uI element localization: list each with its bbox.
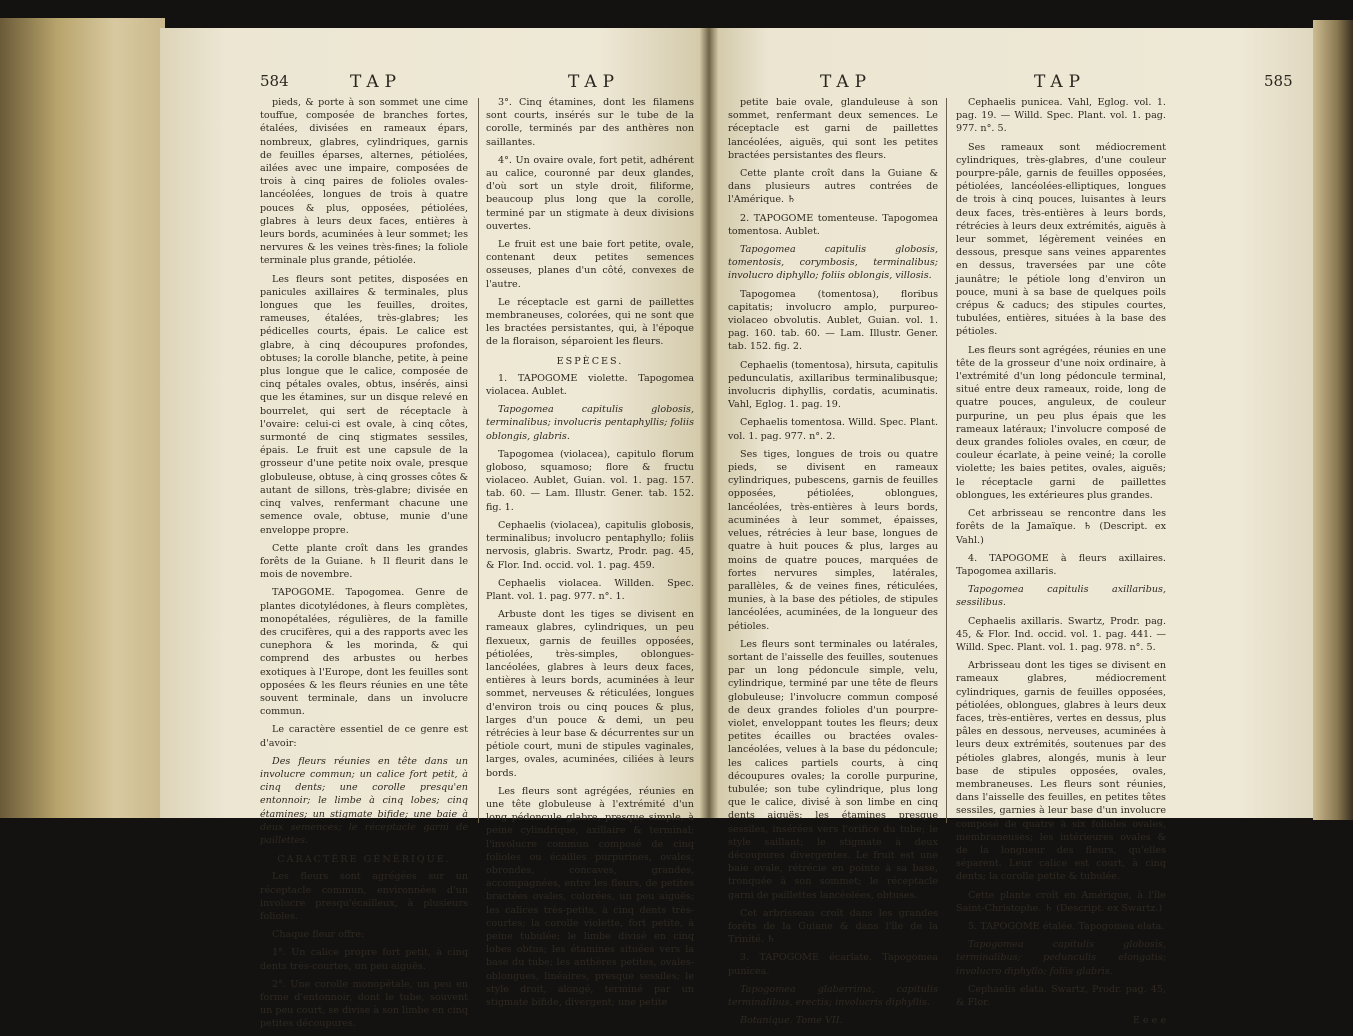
paragraph: 5. TAPOGOME étalée. Tapogomea elata. <box>968 920 1165 932</box>
paragraph: Cette plante croît dans la Guiane & dans plusieurs autres contrées de l'Amérique. ♄ <box>728 168 938 206</box>
paragraph: Tapogomea glaberrima, capitulis terminalibus, erectis; involucris diphyllis. <box>728 983 938 1008</box>
paragraph: Cette plante croît dans les grandes forêts de la Guiane. ♄ Il fleurit dans le mois de novembre. <box>260 542 468 581</box>
paragraph: Les fleurs sont agrégées, réunies en une tête globuleuse à l'extrémité d'un long pédoncule glabre, presque simple, à peine cylindrique, axillaire & terminal; l'involucre commun composé de cinq folioles ou écailles purpurines, ovales, obrondes, concaves, grandes, accompagnées, entre les fleurs, de petites bractées ovales, colorées, un peu aiguës; les calices très-petits, à cinq dents très-courtes; la corolle violette, fort petite, à peine tubulée; le limbe divisé en cinq lobes obtus; les étamines situées vers la base du tube; les anthères petites, ovales-oblongues, linéaires, presque sessiles; le style droit, alongé, terminé par un stigmate bifide, divergent; une petite <box>486 785 694 1008</box>
paragraph: Des fleurs réunies en tête dans un involucre commun; un calice fort petit, à cinq dents; une corolle presqu'en entonnoir; le limbe à cinq lobes; cinq étamines; un stigmate bifide; une baie à deux semences; le réceptacle garni de paillettes. <box>260 755 468 846</box>
paragraph: Tapogomea capitulis globosis, terminalibus; involucris pentaphyllis; foliis oblongis, glabris. <box>486 404 694 442</box>
paragraph: 4°. Un ovaire ovale, fort petit, adhérent au calice, couronné par deux glandes, d'où sort un style droit, filiforme, beaucoup plus long que la corolle, terminé par un stigmate à deux divisions ouvertes. <box>486 154 694 232</box>
text-column <box>486 96 694 1014</box>
running-header: TAP <box>568 72 621 92</box>
paragraph: 4. TAPOGOME à fleurs axillaires. Tapogomea axillaris. <box>956 552 1166 577</box>
paragraph: Arbuste dont les tiges se divisent en rameaux glabres, cylindriques, un peu flexueux, garnis de feuilles opposées, pétiolées, très-simples, oblongues-lancéolées, glabres à leurs deux faces, entières à leurs bords, acuminées à leur sommet, nerveuses & réticulées, longues d'environ trois ou cinq pouces & plus, larges d'un pouce & demi, un peu rétrécies à leur base & décurrentes sur un pétiole court, muni de stipules vaginales, larges, ovales, acuminées, ciliées à leurs bords. <box>486 609 694 779</box>
signature-mark: E e e e <box>1132 1015 1166 1027</box>
paragraph: 2°. Une corolle monopétale, un peu en forme d'entonnoir, dont le tube, souvent un peu court, se divise à son limbe en cinq petites découpures. <box>260 978 468 1030</box>
paragraph: TAPOGOME. Tapogomea. Genre de plantes dicotylédones, à fleurs complètes, monopétalées, régulières, de la famille des crucifères, qui a des rapports avec les cunephora & les morinda, & qui comprend des arbustes ou herbes exotiques à l'Europe, dont les feuilles sont opposées & les fleurs réunies en une tête souvent terminale, dans un involucre commun. <box>260 587 468 718</box>
paragraph: Cephaelis elata. Swartz, Prodr. pag. 45, & Flor. <box>956 983 1166 1008</box>
paragraph: Cephaelis punicea. Vahl, Eglog. vol. 1. pag. 19. — Willd. Spec. Plant. vol. 1. pag. 977. n°. 5. <box>956 97 1166 135</box>
paragraph: Cephaelis tomentosa. Willd. Spec. Plant. vol. 1. pag. 977. n°. 2. <box>728 417 938 442</box>
paragraph: Cephaelis axillaris. Swartz, Prodr. pag. 45, & Flor. Ind. occid. vol. 1. pag. 441. — Willd. Spec. Plant. vol. 1. pag. 978. n°. 5. <box>956 615 1166 653</box>
paragraph: Le réceptacle est garni de paillettes membraneuses, colorées, qui ne sont que les bractées persistantes, qui, à l'époque de la floraison, séparoient les fleurs. <box>486 296 694 348</box>
left-page <box>160 28 708 1030</box>
text-column <box>260 96 468 1036</box>
paragraph: 3. TAPOGOME écarlate. Tapogomea punicea. <box>728 952 938 977</box>
text-column <box>728 96 938 1032</box>
paragraph: Tapogomea capitulis globosis, terminalibus; pedunculis elongatis; involucro diphyllo; foliis glabris. <box>956 939 1166 977</box>
paragraph: Cephaelis (violacea), capitulis globosis, terminalibus; involucro pentaphyllo; foliis nervosis, glabris. Swartz, Prodr. pag. 45, & Flor. Ind. occid. vol. 1. pag. 459. <box>486 519 694 571</box>
paragraph: Tapogomea capitulis axillaribus, sessilibus. <box>956 584 1166 609</box>
paragraph: Tapogomea (tomentosa), floribus capitatis; involucro amplo, purpureo-violaceo obvolutis. Aublet, Guian. vol. 1. pag. 160. tab. 60. — Lam. Illustr. Gener. tab. 152. fig. 2. <box>728 288 938 353</box>
running-header: TAP <box>820 72 873 92</box>
running-header: TAP <box>1034 72 1087 92</box>
paragraph: Le fruit est une baie fort petite, ovale, contenant deux petites semences osseuses, planes d'un côté, convexes de l'autre. <box>486 239 694 290</box>
paragraph: pieds, & porte à son sommet une cime touffue, composée de branches fortes, étalées, divisées en rameaux épars, nombreux, glabres, cylindriques, garnis de feuilles éparses, alternes, pétiolées, ailées avec une impaire, composées de trois à cinq paires de folioles ovales-lancéolées, longues de trois à quatre pouces & plus, opposées, pétiolées, glabres à leurs deux faces, entières à leurs bords, acuminées à leur sommet; les nervures & les veines très-fines; la foliole terminale plus grande, pétiolée. <box>260 97 468 267</box>
paragraph: Cet arbrisseau croît dans les grandes forêts de la Guiane & dans l'île de la Trinité. ♄ <box>728 907 938 946</box>
right-page <box>708 28 1313 1027</box>
paragraph: Ses tiges, longues de trois ou quatre pieds, se divisent en rameaux cylindriques, pubescens, garnis de feuilles opposées, pétiolées, oblongues, lancéolées, très-entières à leurs bords, acuminées à leur sommet, épaisses, velues, rétrécies à leur base, longues de quatre à huit pouces & plus, larges au moins de quatre pouces, marquées de fortes nervures simples, latérales, parallèles, & de veines fines, réticulées, munies, à la base des pétioles, de stipules lancéolées, acuminées, de la longueur des pétioles. <box>728 448 938 632</box>
paragraph: Le caractère essentiel de ce genre est d'avoir: <box>260 724 468 749</box>
paragraph: Tapogomea (violacea), capitulo florum globoso, squamoso; flore & fructu violaceo. Aublet, Guian. vol. 1. pag. 157. tab. 60. — Lam. Illustr. Gener. tab. 152. fig. 1. <box>486 448 694 513</box>
text-column <box>956 96 1166 1032</box>
paragraph: Les fleurs sont agrégées, réunies en une tête de la grosseur d'une noix ordinaire, à l'extrémité d'un long pédoncule terminal, situé entre deux rameaux, roide, long de quatre pouces, anguleux, de couleur purpurine, un peu plus épais que les rameaux latéraux; l'involucre composé de deux grandes folioles ovales, en cœur, de couleur écarlate, à peine veiné; la corolle violette; les baies petites, ovales, aiguës; le réceptacle garni de paillettes oblongues, les extérieures plus grandes. <box>956 344 1166 501</box>
paragraph: petite baie ovale, glanduleuse à son sommet, renfermant deux semences. Le réceptacle est garni de paillettes lancéolées, aiguës, qui sont les petites bractées persistantes des fleurs. <box>728 97 938 161</box>
column-rule <box>946 98 947 823</box>
paragraph: Tapogomea capitulis globosis, tomentosis, corymbosis, terminalibus; involucro diphyllo; foliis oblongis, villosis. <box>728 244 938 282</box>
paragraph: Chaque fleur offre: <box>272 929 365 941</box>
paragraph: 1°. Un calice propre fort petit, à cinq dents très-courtes, un peu aiguës. <box>260 947 468 972</box>
book-gutter <box>700 28 718 818</box>
paragraph: 1. TAPOGOME violette. Tapogomea violacea. Aublet. <box>486 372 694 398</box>
paragraph: Ses rameaux sont médiocrement cylindriques, très-glabres, d'une couleur pourpre-pâle, garnis de feuilles opposées, pétiolées, lancéolées-elliptiques, longues de trois à cinq pouces, luisantes à leurs deux faces, très-entières à leurs bords, rétrécies à leurs deux extrémités, aiguës à leur sommet, légèrement veinées en dessous, presque sans veines apparentes en dessus, traversées par une côte jaunâtre; le pétiole long d'environ un pouce, muni à sa base de quelques poils crépus & caducs; des stipules courtes, tubulées, entières, situées à la base des pétioles. <box>956 141 1166 338</box>
paragraph: Les fleurs sont agrégées sur un réceptacle commun, environnées d'un involucre presqu'écailleux, à plusieurs folioles. <box>260 871 468 922</box>
page-number: 585 <box>1264 72 1293 90</box>
paragraph: Cephaelis violacea. Willden. Spec. Plant. vol. 1. pag. 977. n°. 1. <box>486 577 694 602</box>
paragraph: Arbrisseau dont les tiges se divisent en rameaux glabres, médiocrement cylindriques, garnis de feuilles opposées, pétiolées, oblongues, glabres à leurs deux faces, très-entières, vertes en dessus, plus pâles en dessous, nerveuses, acuminées à leurs deux extrémités, soutenues par des pétioles glabres, alongés, munis à leur base de stipules opposées, ovales, membraneuses. Les fleurs sont réunies, dans l'aisselle des feuilles, en petites têtes sessiles, garnies à leur base d'un involucre composé de quatre à six folioles ovales, membraneuses; les intérieures ovales & de la longueur des fleurs, qu'elles séparent. Leur calice est court, à cinq dents; la corolle petite & tubulée. <box>956 660 1166 883</box>
column-rule <box>478 98 479 823</box>
paragraph: Les fleurs sont terminales ou latérales, sortant de l'aisselle des feuilles, soutenues par un long pédoncule simple, velu, cylindrique, terminé par une tête de fleurs globuleuse; l'involucre commun composé de deux grandes folioles d'un pourpre-violet, enveloppant toutes les fleurs; deux petites écailles ou bractées ovales-lancéolées, velues à la base du pédoncule; les calices partiels courts, à cinq découpures ovales; la corolle purpurine, tubulée; son tube cylindrique, plus long que le calice, divisé à son limbe en cinq dents aiguës; les étamines presque sessiles, insérées vers l'orifice du tube; le style saillant; le stigmate à deux découpures divergentes. Le fruit est une baie ovale, rétrécie en pointe à sa base, tronquée à son sommet; le réceptacle garni de paillettes lancéolées, obtuses. <box>728 638 938 901</box>
paragraph: 2. TAPOGOME tomenteuse. Tapogomea tomentosa. Aublet. <box>728 212 938 237</box>
section-heading: ESPÈCES. <box>556 355 624 367</box>
page-number: 584 <box>260 72 289 90</box>
page-edges-right <box>1313 20 1353 820</box>
section-heading: CARACTÈRE GÉNÉRIQUE. <box>277 854 451 866</box>
page-edges-left <box>0 18 165 818</box>
running-header: TAP <box>350 72 403 92</box>
paragraph: Cet arbrisseau se rencontre dans les forêts de la Jamaïque. ♄ (Descript. ex Vahl.) <box>956 508 1166 546</box>
paragraph: Cephaelis (tomentosa), hirsuta, capitulis pedunculatis, axillaribus terminalibusque; involucris diphyllis, cordatis, acuminatis. Vahl, Eglog. 1. pag. 19. <box>728 359 938 411</box>
paragraph: Cette plante croît en Amérique, à l'île Saint-Christophe. ♄ (Descript. ex Swartz.) <box>956 889 1166 914</box>
page-footer: Botanique. Tome VII. <box>740 1015 843 1027</box>
paragraph: 3°. Cinq étamines, dont les filamens sont courts, insérés sur le tube de la corolle, terminés par des anthères non saillantes. <box>486 97 694 148</box>
paragraph: Les fleurs sont petites, disposées en panicules axillaires & terminales, plus longues que les feuilles, droites, rameuses, étalées, très-glabres; les pédicelles courts, épais. Le calice est glabre, à cinq découpures profondes, obtuses; la corolle blanche, petite, à peine plus longue que le calice, composée de cinq pétales ovales, obtus, insérés, ainsi que les étamines, sur un disque relevé en bourrelet, qui sert de réceptacle à l'ovaire: celui-ci est ovale, à cinq côtes, surmonté de cinq stigmates sessiles, épais. Le fruit est une capsule de la grosseur d'une petite noix ovale, presque globuleuse, obtuse, à cinq grosses côtes & autant de sillons, très-glabre; divisée en cinq valves, renfermant chacune une semence ovale, obtuse, munie d'une enveloppe propre. <box>260 273 468 536</box>
